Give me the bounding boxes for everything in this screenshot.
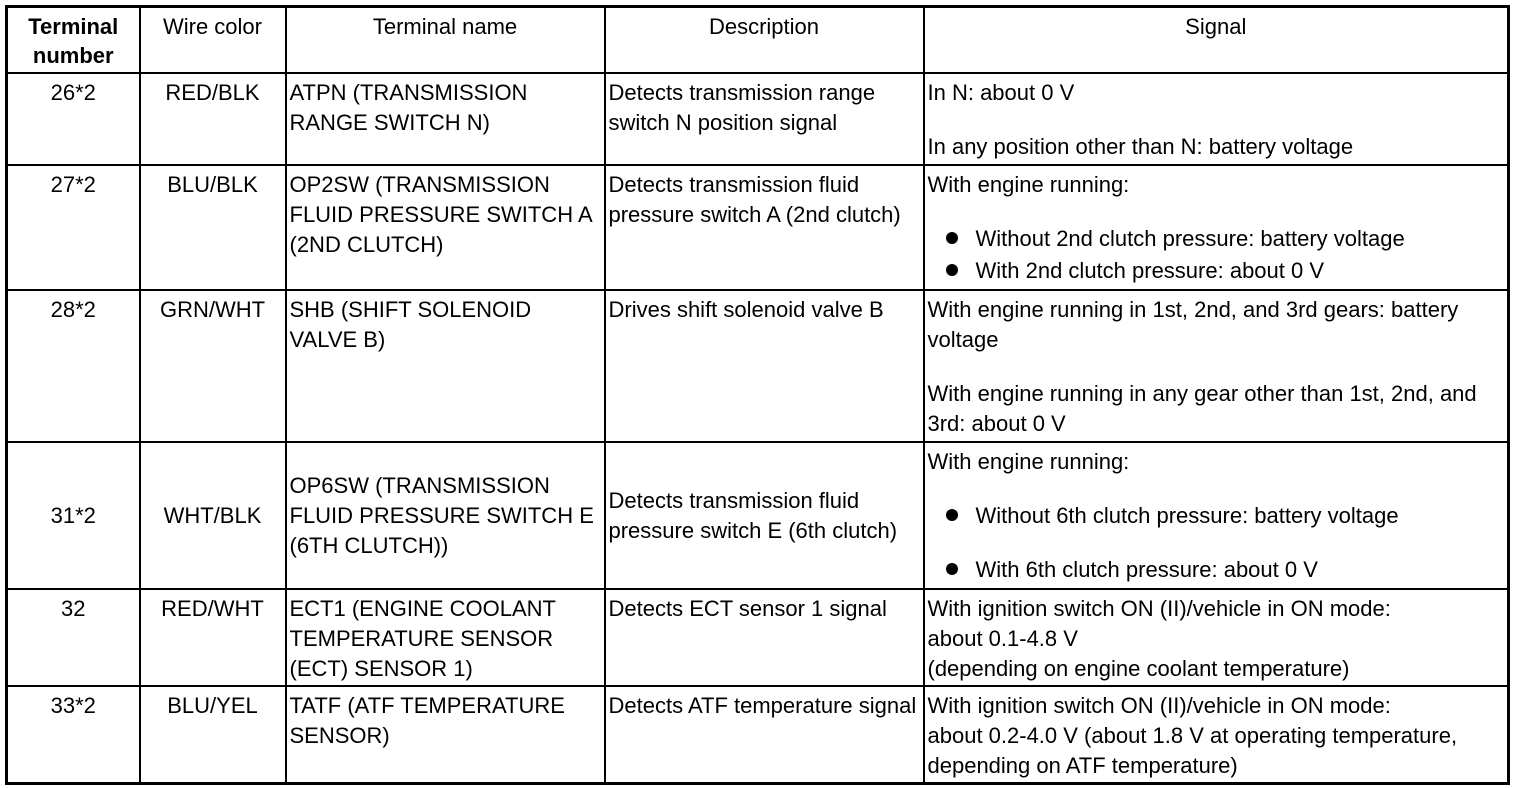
terminal-name: TATF (ATF TEMPERATURE SENSOR) [286,686,605,783]
terminal-number: 26*2 [7,73,140,165]
signal [924,165,1509,290]
signal [924,290,1509,442]
terminal-number: 28*2 [7,290,140,442]
signal [924,589,1509,686]
wire-color: BLU/BLK [140,165,286,290]
signal-line: With ignition switch ON (II)/vehicle in ON mode: [927,693,1391,718]
signal [924,686,1509,783]
table-row [7,589,1509,686]
header-terminal-number: Terminal number [7,7,140,74]
terminal-number: 33*2 [7,686,140,783]
header-wire-color: Wire color [140,7,286,74]
wire-color: GRN/WHT [140,290,286,442]
wire-color: BLU/YEL [140,686,286,783]
table-row [7,442,1509,589]
table-row [7,686,1509,783]
header-signal: Signal [924,7,1509,74]
signal-line: (depending on engine coolant temperature) [927,656,1350,681]
terminal-name: SHB (SHIFT SOLENOID VALVE B) [286,290,605,442]
terminal-name: OP2SW (TRANSMISSION FLUID PRESSURE SWITCH A (2ND CLUTCH) [286,165,605,290]
header-description: Description [605,7,924,74]
table-row [7,73,1509,165]
signal-line: With engine running: [927,172,1130,197]
terminal-name: OP6SW (TRANSMISSION FLUID PRESSURE SWITCH E (6TH CLUTCH)) [286,442,605,589]
header-terminal-name: Terminal name [286,7,605,74]
bullet-icon [946,509,958,521]
terminal-number: 32 [7,589,140,686]
description: Detects ATF temperature signal [605,686,924,783]
header-row [7,7,1509,74]
terminal-name: ECT1 (ENGINE COOLANT TEMPERATURE SENSOR (ECT) SENSOR 1) [286,589,605,686]
wire-color: RED/BLK [140,73,286,165]
wire-color: RED/WHT [140,589,286,686]
bullet-item: With 6th clutch pressure: about 0 V [928,555,1506,585]
signal [924,442,1509,589]
signal-line: With engine running in 1st, 2nd, and 3rd gears: battery voltage [927,297,1459,352]
terminal-number: 31*2 [7,442,140,589]
bullet-icon [946,232,958,244]
signal [924,73,1509,165]
wire-color: WHT/BLK [140,442,286,589]
signal-line: about 0.1-4.8 V [927,626,1078,651]
bullet-icon [946,563,958,575]
signal-line: about 0.2-4.0 V (about 1.8 V at operating temperature, depending on ATF temperature) [927,723,1458,778]
bullet-item: Without 6th clutch pressure: battery voltage [928,501,1506,531]
description: Drives shift solenoid valve B [605,290,924,442]
bullet-item: With 2nd clutch pressure: about 0 V [928,256,1506,286]
signal-line: In any position other than N: battery voltage [927,134,1354,159]
table-row [7,290,1509,442]
terminal-number: 27*2 [7,165,140,290]
description: Detects transmission range switch N position signal [605,73,924,165]
description: Detects transmission fluid pressure switch E (6th clutch) [605,442,924,589]
description: Detects ECT sensor 1 signal [605,589,924,686]
bullet-item: Without 2nd clutch pressure: battery voltage [928,224,1506,254]
signal-line: With engine running: [927,449,1130,474]
description: Detects transmission fluid pressure switch A (2nd clutch) [605,165,924,290]
bullet-icon [946,264,958,276]
table-row [7,165,1509,290]
terminal-name: ATPN (TRANSMISSION RANGE SWITCH N) [286,73,605,165]
signal-line: With ignition switch ON (II)/vehicle in ON mode: [927,596,1391,621]
signal-line: In N: about 0 V [927,80,1075,105]
signal-line: With engine running in any gear other than 1st, 2nd, and 3rd: about 0 V [927,381,1477,436]
terminal-table [5,5,1510,785]
